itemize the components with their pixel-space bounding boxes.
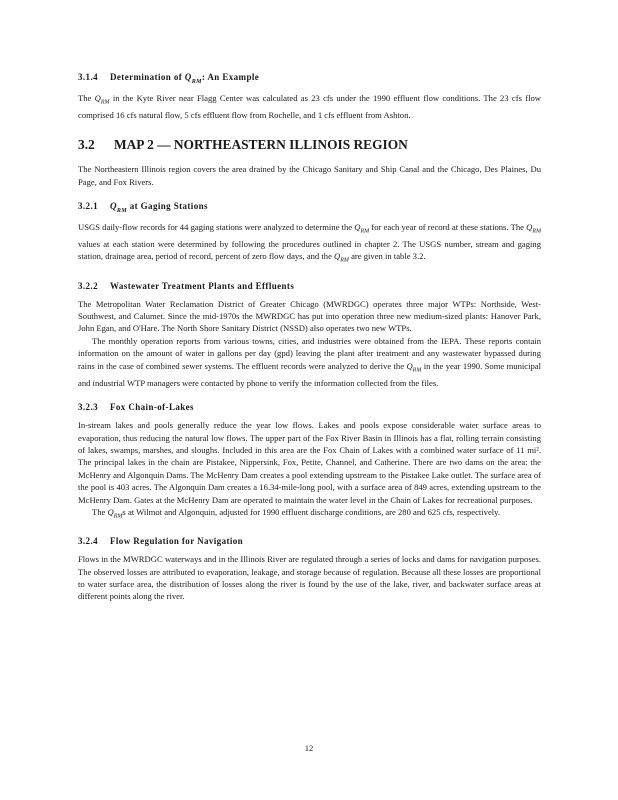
subsection-heading-3-2-2 bbox=[78, 281, 541, 291]
heading-text: at Gaging Stations bbox=[129, 201, 208, 212]
paragraph-3-2-2-b: The monthly operation reports from various towns, cities, and industries were obtained from the IEPA. These reports contain information on the amount of water in gallons per day (gpd) leaving the plant after treatment and any wastewater bypassed during rains in the case of combined sewer systems. The effluent records were analyzed to derive the $Q_{RM}$ in the year 1990. Some municipal and industrial WTP managers were contacted by phone to verify the information collected from the files. bbox=[78, 335, 541, 388]
q-symbol: $Q_{RM}$ bbox=[406, 360, 422, 374]
q-symbol: $Q_{RM}$ bbox=[354, 221, 370, 235]
subsection-heading-3-2-3 bbox=[78, 402, 541, 412]
paragraph-3-2-3-a: In-stream lakes and pools generally reduce the year low flows. Lakes and pools expose considerable water surface areas to evaporation, thus reducing the natural low flows. The upper part of the Fox River Basin in Illinois has a flat, rolling terrain consisting of lakes, swamps, marshes, and sloughs. Included in this area are the Fox Chain of Lakes with a combined water surface of 11 mi². The principal lakes in the chain are Pistakee, Nippersink, Fox, Petite, Channel, and Catherine. There are two dams on the area: the McHenry and Algonquin Dams. The McHenry Dam creates a pool extending upstream to the Pistakee Lake outlet. The surface area of the pool is 403 acres. The Algonquin Dam creates a 16.34-mile-long pool, with a surface area of 849 acres, extending upstream to the McHenry Dam. Gates at the McHenry Dam are operated to maintain the water level in the Chain of Lakes for recreational purposes. bbox=[78, 420, 541, 505]
heading-text: Determination of bbox=[110, 72, 183, 82]
paragraph-3-1-4: The $Q_{RM}$ in the Kyte River near Flagg Center was calculated as 23 cfs under the 1990 effluent flow conditions. The 23 cfs flow comprised 16 cfs natural flow, 5 cfs effluent flow from Rochelle, and 1 cfs effluent from Ashton. bbox=[78, 92, 541, 120]
section-heading-3-2 bbox=[78, 137, 541, 153]
document-page bbox=[78, 72, 541, 603]
paragraph-3-2-4: Flows in the MWRDGC waterways and in the Illinois River are regulated through a series of locks and dams for navigation purposes. The observed losses are attributed to evaporation, leakage, and storage because of regulation. Because all these losses are proportional to water surface area, the distribution of losses along the river is found by the use of the lake, river, and backwater surface areas at different points along the river. bbox=[78, 554, 541, 602]
section-number: 3.2 bbox=[78, 137, 95, 153]
page-number: 12 bbox=[304, 743, 314, 753]
section-number: 3.2.4 bbox=[78, 536, 98, 547]
section-number: 3.2.1 bbox=[78, 201, 98, 212]
q-symbol: $Q_{RM}$ bbox=[526, 221, 542, 235]
section-number: 3.1.4 bbox=[78, 72, 98, 82]
heading-text: Flow Regulation for Navigation bbox=[110, 536, 244, 547]
heading-text: Fox Chain-of-Lakes bbox=[110, 402, 194, 413]
q-symbol: $Q_{RM}$ bbox=[94, 92, 110, 106]
heading-text: Wastewater Treatment Plants and Effluents bbox=[110, 280, 295, 291]
section-number: 3.2.3 bbox=[78, 402, 98, 413]
q-symbol: $Q_{RM}$ bbox=[334, 251, 349, 265]
subsection-heading-3-2-4 bbox=[78, 536, 541, 546]
paragraph-3-2-2-a: The Metropolitan Water Reclamation District of Greater Chicago (MWRDGC) operates three major WTPs: Northside, West-Southwest, and Calumet. Since the mid-1970s the MWRDGC has put into operation three new medium-sized plants: Hanover Park, John Egan, and O'Hare. The North Shore Sanitary District (NSSD) also operates two new WTPs. bbox=[78, 298, 541, 334]
heading-text: : An Example bbox=[201, 72, 260, 82]
paragraph-3-2-3-b: The $Q_{RM}s$ at Wilmot and Algonquin, adjusted for 1990 effluent discharge conditions, are 280 and 625 cfs, respectively. bbox=[92, 507, 501, 520]
q-symbol: $Q_{RM}$ bbox=[110, 201, 128, 214]
q-symbol: $Q_{RM}$ bbox=[184, 72, 202, 85]
paragraph-3-2-1: USGS daily-flow records for 44 gaging stations were analyzed to determine the $Q_{RM}$ for each year of record at these stations. The $Q_{RM}$ values at each station were determined by following the procedures outlined in chapter 2. The USGS number, stream and gaging station, drainage area, period of record, percent of zero flow days, and the $Q_{RM}$ are given in table 3.2. bbox=[78, 221, 542, 265]
paragraph-3-2: The Northeastern Illinois region covers the area drained by the Chicago Sanitary and Ship Canal and the Chicago, Des Plaines, Du Page, and Fox Rivers. bbox=[78, 164, 541, 187]
section-number: 3.2.2 bbox=[78, 280, 98, 291]
q-symbol: $Q_{RM}$ bbox=[107, 507, 123, 520]
subsection-heading-3-1-4 bbox=[78, 72, 541, 85]
section-title: MAP 2 — NORTHEASTERN ILLINOIS REGION bbox=[114, 137, 408, 153]
subsection-heading-3-2-1 bbox=[78, 201, 541, 214]
